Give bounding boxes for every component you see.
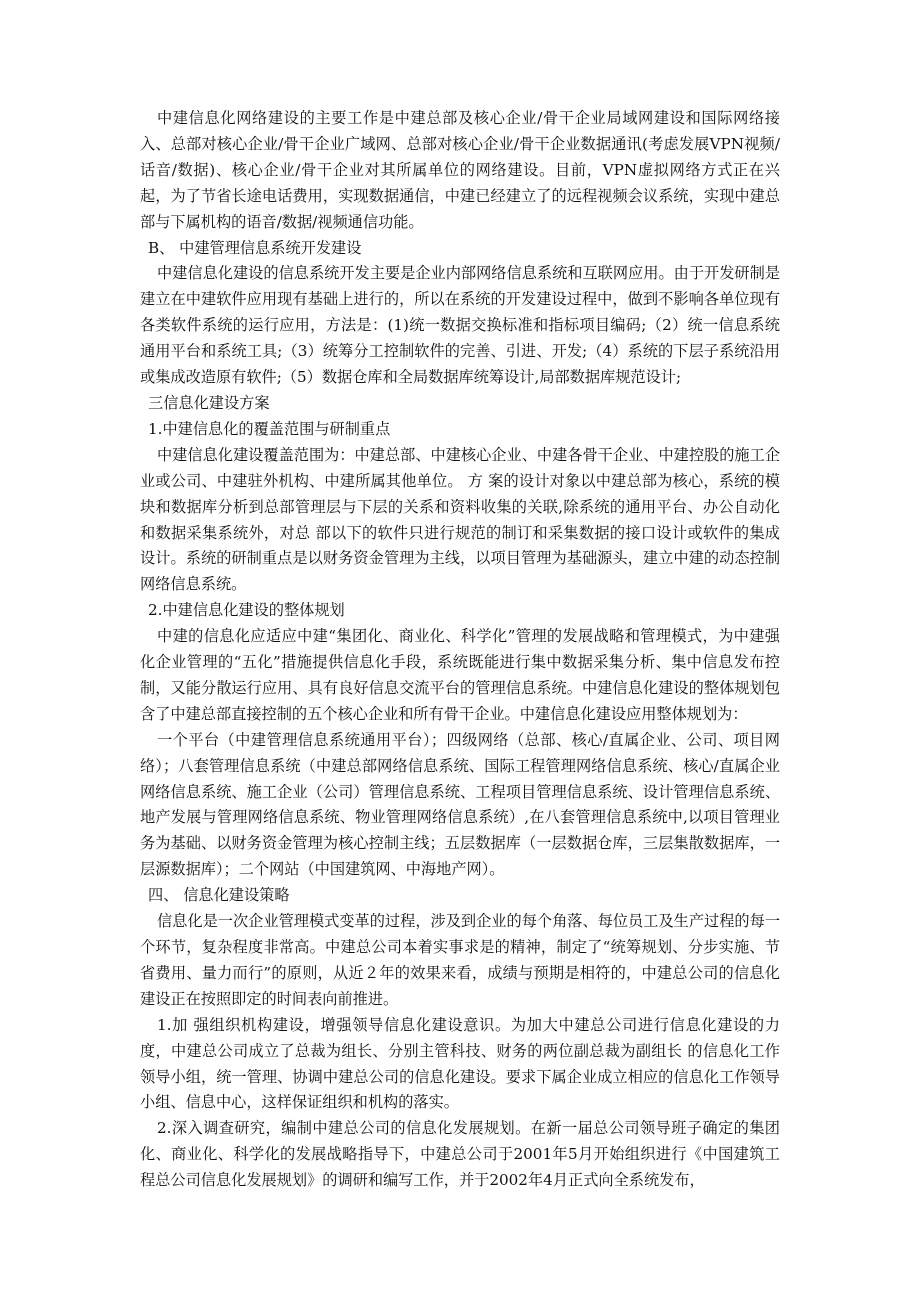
document-body: [140, 106, 780, 1194]
paragraph-system-development: 中建信息化建设的信息系统开发主要是企业内部网络信息系统和互联网应用。由于开发研制是建立在中建软件应用现有基础上进行的，所以在系统的开发建设过程中，做到不影响各单位现有各类软件系统的运行应用，方法是：(1)统一数据交换标准和指标项目编码;（2）统一信息系统通用平台和系统工具;（3）统筹分工控制软件的完善、引进、开发;（4）系统的下层子系统沿用或集成改造原有软件;（5）数据仓库和全局数据库统筹设计,局部数据库规范设计;: [140, 264, 780, 387]
heading-mis-development: B、 中建管理信息系统开发建设: [148, 238, 362, 257]
paragraph-strategy-planning: 2.深入调查研究，编制中建总公司的信息化发展规划。在新一届总公司领导班子确定的集团化、商业化、科学化的发展战略指导下，中建总公司于2001年5月开始组织进行《中国建筑工程总公司信息化发展规划》的调研和编写工作，并于2002年4月正式向全系统发布，: [140, 1119, 780, 1190]
paragraph-coverage-scope: 中建信息化建设覆盖范围为：中建总部、中建核心企业、中建各骨干企业、中建控股的施工企业或公司、中建驻外机构、中建所属其他单位。 方 案的设计对象以中建总部为核心，系统的模块和数据库分析到总部管理层与下层的关系和资料收集的关联,除系统的通用平台、办公自动化和数据采集系统外，对总 部以下的软件只进行规范的制订和采集数据的接口设计或软件的集成设计。系统的研制重点是以财务资金管理为主线，以项目管理为基础源头，建立中建的动态控制 网络信息系统。: [140, 445, 780, 594]
heading-section-four: 四、 信息化建设策略: [148, 886, 290, 905]
heading-coverage-scope: 1.中建信息化的覆盖范围与研制重点: [148, 419, 391, 438]
paragraph-overall-plan: 中建的信息化应适应中建“集团化、商业化、科学化”管理的发展战略和管理模式，为中建强化企业管理的“五化”措施提供信息化手段，系统既能进行集中数据采集分析、集中信息发布控制，又能分散运行应用、具有良好信息交流平台的管理信息系统。中建信息化建设的整体规划包含了中建总部直接控制的五个核心企业和所有骨干企业。中建信息化建设应用整体规划为：: [140, 627, 780, 723]
heading-section-three: 三信息化建设方案: [148, 393, 270, 412]
paragraph-network-construction: 中建信息化网络建设的主要工作是中建总部及核心企业/骨干企业局域网建设和国际网络接入、总部对核心企业/骨干企业广域网、总部对核心企业/骨干企业数据通讯(考虑发展VPN视频/话音/数据)、核心企业/骨干企业对其所属单位的网络建设。目前，VPN虚拟网络方式正在兴起，为了节省长途电话费用，实现数据通信，中建已经建立了的远程视频会议系统，实现中建总部与下属机构的语音/数据/视频通信功能。: [140, 109, 780, 231]
paragraph-plan-details: 一个平台（中建管理信息系统通用平台）；四级网络（总部、核心/直属企业、公司、项目网络）；八套管理信息系统（中建总部网络信息系统、国际工程管理网络信息系统、核心/直属企业网络信息系统、施工企业（公司）管理信息系统、工程项目管理信息系统、设计管理信息系统、地产发展与管理网络信息系统、物业管理网络信息系统）,在八套管理信息系统中,以项目管理业务为基础、以财务资金管理为核心控制主线；五层数据库（一层数据仓库，三层集散数据库，一层源数据库）；二个网站（中国建筑网、中海地产网）。: [140, 730, 780, 879]
heading-overall-plan: 2.中建信息化建设的整体规划: [148, 601, 345, 620]
paragraph-strategy-organization: 1.加 强组织机构建设，增强领导信息化建设意识。为加大中建总公司进行信息化建设的力度，中建总公司成立了总裁为组长、分别主管科技、财务的两位副总裁为副组长 的信息化工作领导小组，统一管理、协调中建总公司的信息化建设。要求下属企业成立相应的信息化工作领导小组、信息中心，这样保证组织和机构的落实。: [140, 1015, 780, 1112]
paragraph-strategy-intro: 信息化是一次企业管理模式变革的过程，涉及到企业的每个角落、每位员工及生产过程的每一个环节，复杂程度非常高。中建总公司本着实事求是的精神，制定了“统筹规划、分步实施、节省费用、量力而行”的原则，从近２年的效果来看，成绩与预期是相符的，中建总公司的信息化建设正在按照即定的时间表向前推进。: [140, 912, 780, 1008]
